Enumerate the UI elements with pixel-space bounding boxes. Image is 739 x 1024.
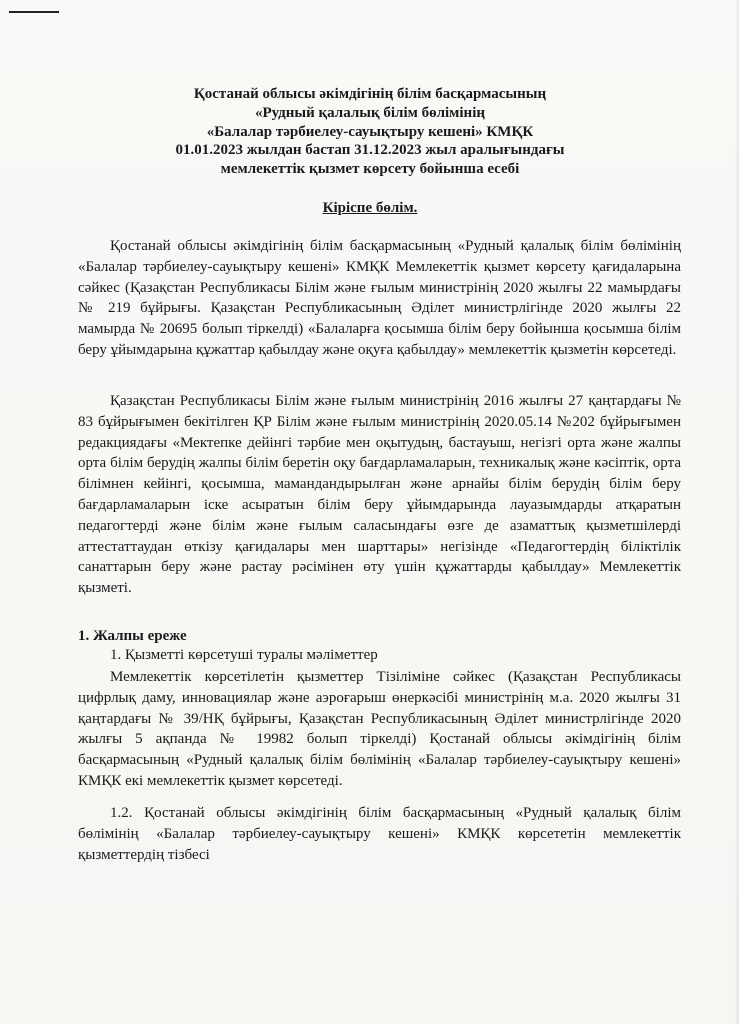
intro-paragraph-1: Қостанай облысы әкімдігінің білім басқармасының «Рудный қалалық білім бөлімінің «Балалар тәрбиелеу-сауықтыру кешені» КМҚК Мемлекеттік қызмет көрсету қағидаларына сәйкес (Қазақстан Республикасы Білім және ғылым министрінің 2020 жылғы 22 мамырдағы № 219 бұйрығы. Қазақстан Республикасының Әділет министрлігінде 2020 жылғы 22 мамырда № 20695 болып тіркелді) «Балаларға қосымша білім беру бойынша қосымша білім беру ұйымдарына құжаттар қабылдау және оқуға қабылдау» мемлекеттік қызметін көрсетеді. xyxy=(78,238,681,358)
section-title-introduction: Кіріспе бөлім. xyxy=(322,200,418,216)
header-line-2: «Рудный қалалық білім бөлімінің xyxy=(254,104,486,121)
header-line-3: «Балалар тәрбиелеу-сауықтыру кешені» КМҚК xyxy=(206,123,534,140)
services-list-paragraph: 1.2. Қостанай облысы әкімдігінің білім басқармасының «Рудный қалалық білім бөлімінің «Балалар тәрбиелеу-сауықтыру кешені» КМҚК көрсететін мемлекеттік қызметтердің тізбесі xyxy=(78,805,681,863)
general-provisions-heading: 1. Жалпы ереже xyxy=(78,628,187,644)
header-line-5: мемлекеттік қызмет көрсету бойынша есебі xyxy=(220,161,520,178)
page-edge-shadow xyxy=(735,0,739,1024)
document-header xyxy=(70,85,670,179)
scan-artifact-line xyxy=(9,11,59,13)
general-provisions-body: Мемлекеттік көрсетілетін қызметтер Тізіліміне сәйкес (Қазақстан Республикасы цифрлық даму, инновациялар және аэроғарыш өнеркәсібі министрінің м.а. 2020 жылғы 31 қаңтардағы № 39/НҚ бұйрығы, Қазақстан Республикасының Әділет министрлігінде 2020 жылғы 5 ақпанда № 19982 болып тіркелді) Қостанай облысы әкімдігінің білім басқармасының «Рудный қалалық білім бөлімінің «Балалар тәрбиелеу-сауықтыру кешені» КМҚК екі мемлекеттік қызмет көрсетеді. xyxy=(78,669,681,789)
header-line-4: 01.01.2023 жылдан бастап 31.12.2023 жыл аралығындағы xyxy=(175,142,565,159)
intro-paragraph-2: Қазақстан Республикасы Білім және ғылым министрінің 2016 жылғы 27 қаңтардағы № 83 бұйрығымен бекітілген ҚР Білім және ғылым министрінің 2020.05.14 №202 бұйрығымен редакциядағы «Мектепке дейінгі тәрбие мен оқытудың, бастауыш, негізгі орта және жалпы орта білім берудің жалпы білім беретін оқу бағдарламаларын, техникалық және кәсіптік, орта білімнен кейінгі, қосымша, мамандандырылған және арнайы білім берудің білім беру бағдарламаларын іске асыратын білім беру ұйымдарында лауазымдарды атқаратын педагогтерді және білім және ғылым саласындағы өзге де азаматтық қызметшілерді аттестаттаудан өткізу қағидалары мен шарттары» негізінде «Педагогтердің біліктілік санаттарын беру және растау рәсімінен өту үшін құжаттарды қабылдау» Мемлекеттік қызметі. xyxy=(78,393,681,597)
header-line-1: Қостанай облысы әкімдігінің білім басқармасының xyxy=(193,86,547,102)
service-provider-info-subheading: 1. Қызметті көрсетуші туралы мәліметтер xyxy=(110,647,378,663)
